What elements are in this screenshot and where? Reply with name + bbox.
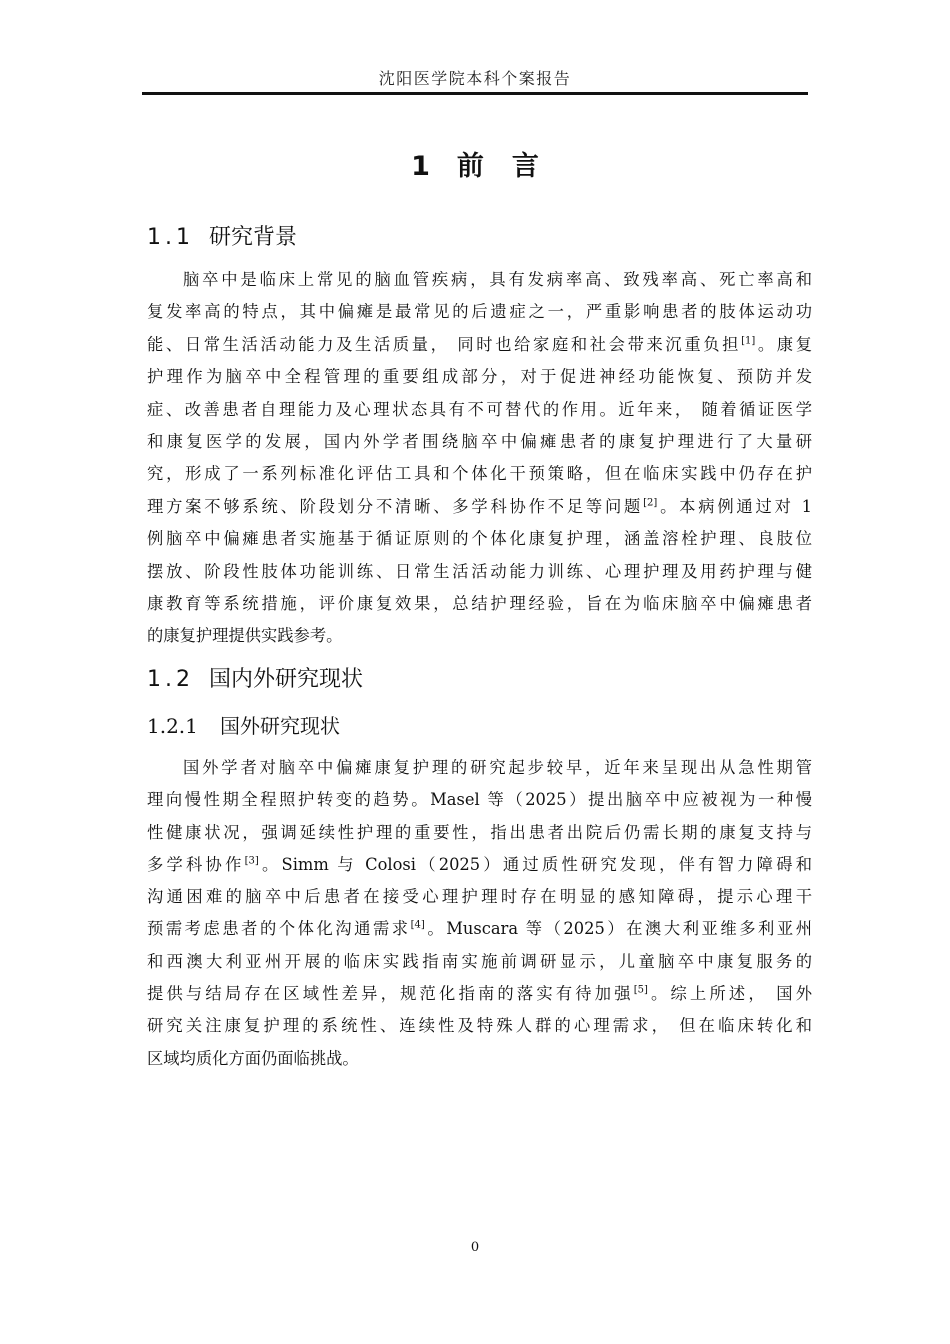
text-line: 的康复护理提供实践参考。	[147, 626, 343, 646]
text-line: 和康复医学的发展，国内外学者围绕脑卒中偏瘫患者的康复护理进行了大量研	[147, 431, 812, 451]
subsection-title: 国外研究现状	[220, 714, 340, 738]
text-line: 究，形成了一系列标准化评估工具和个体化干预策略，但在临床实践中仍存在护	[147, 464, 812, 484]
text-line: 理方案不够系统、阶段划分不清晰、多学科协作不足等问题[2]。本病例通过对 1	[147, 496, 812, 516]
text-line: 脑卒中是临床上常见的脑血管疾病，具有发病率高、致残率高、死亡率高和	[183, 270, 812, 289]
section-number: 1.2	[147, 667, 194, 692]
text-line: 能、日常生活活动能力及生活质量， 同时也给家庭和社会带来沉重负担[1]。康复	[147, 334, 812, 354]
citation-ref: [1]	[741, 335, 756, 347]
text-line: 国外学者对脑卒中偏瘫康复护理的研究起步较早，近年来呈现出从急性期管	[183, 758, 812, 777]
text-line: 提供与结局存在区域性差异，规范化指南的落实有待加强[5]。综上所述， 国外	[147, 984, 812, 1004]
text-line: 摆放、阶段性肢体功能训练、日常生活活动能力训练、心理护理及用药护理与健	[147, 561, 812, 581]
text-line: 例脑卒中偏瘫患者实施基于循证原则的个体化康复护理，涵盖溶栓护理、良肢位	[147, 529, 812, 549]
text-line: 研究关注康复护理的系统性、连续性及特殊人群的心理需求， 但在临床转化和	[147, 1016, 812, 1036]
citation-ref: [4]	[410, 920, 425, 932]
chapter-number: 1	[411, 151, 431, 182]
section-number: 1.1	[147, 225, 194, 250]
text-line: 性健康状况，强调延续性护理的重要性，指出患者出院后仍需长期的康复支持与	[147, 822, 812, 842]
section-heading-1-1	[147, 220, 297, 251]
citation-ref: [3]	[244, 855, 259, 867]
subsection-number: 1.2.1	[147, 714, 198, 738]
header-rule	[142, 92, 808, 95]
text-line: 预需考虑患者的个体化沟通需求[4]。Muscara 等（2025）在澳大利亚维多利亚州	[147, 919, 812, 939]
text-line: 多学科协作[3]。Simm 与 Colosi（2025）通过质性研究发现，伴有智力障碍和	[147, 854, 812, 874]
paragraph-foreign-research	[147, 752, 812, 1075]
text-line: 沟通困难的脑卒中后患者在接受心理护理时存在明显的感知障碍，提示心理干	[147, 887, 812, 907]
page-number: 0	[470, 1240, 480, 1255]
subsection-heading-1-2-1	[147, 710, 340, 739]
text-line: 理向慢性期全程照护转变的趋势。Masel 等（2025）提出脑卒中应被视为一种慢	[147, 790, 812, 810]
running-header: 沈阳医学院本科个案报告	[378, 69, 572, 88]
section-heading-1-2	[147, 662, 363, 693]
text-line: 区域均质化方面仍面临挑战。	[147, 1048, 359, 1068]
chapter-heading: 前言	[456, 151, 567, 182]
section-title: 国内外研究现状	[209, 667, 364, 692]
citation-ref: [2]	[643, 497, 658, 509]
section-title: 研究背景	[209, 225, 298, 250]
paragraph-background	[147, 264, 812, 653]
text-line: 护理作为脑卒中全程管理的重要组成部分，对于促进神经功能恢复、预防并发	[147, 367, 812, 387]
text-line: 复发率高的特点，其中偏瘫是最常见的后遗症之一，严重影响患者的肢体运动功	[147, 302, 812, 322]
chapter-title	[0, 144, 950, 183]
text-line: 康教育等系统措施，评价康复效果，总结护理经验，旨在为临床脑卒中偏瘫患者	[147, 593, 812, 613]
citation-ref: [5]	[633, 984, 648, 996]
text-line: 症、改善患者自理能力及心理状态具有不可替代的作用。近年来， 随着循证医学	[147, 399, 812, 419]
text-line: 和西澳大利亚州开展的临床实践指南实施前调研显示，儿童脑卒中康复服务的	[147, 951, 812, 971]
